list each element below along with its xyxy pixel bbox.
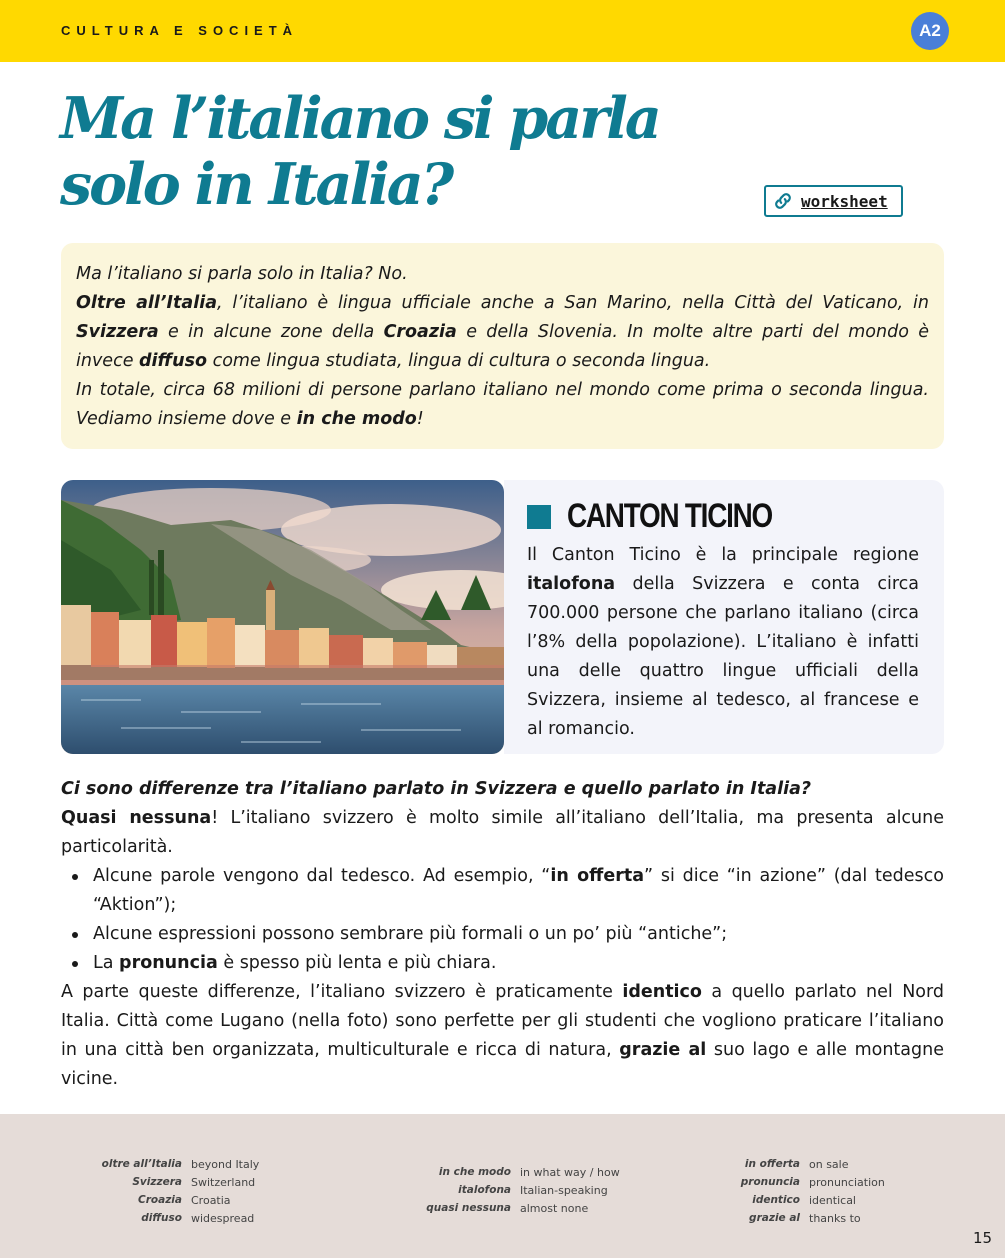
list-item: La pronuncia è spesso più lenta e più chiara.	[61, 949, 944, 978]
page-number: 15	[973, 1229, 993, 1247]
canton-paragraph: Il Canton Ticino è la principale regione italofona della Svizzera e conta circa 700.000 persone che parlano italiano (circa l’8% della popolazione). L’italiano è infatti una delle quattro lingue ufficiali della Svizzera, insieme al tedesco, al francese e al romancio.	[527, 545, 919, 739]
header-bar	[0, 0, 1005, 62]
article-body	[61, 775, 944, 1094]
glossary-column-3	[0, 1155, 885, 1227]
intro-box	[61, 243, 944, 449]
glossary-entry: Svizzera Switzerland	[132, 1175, 256, 1189]
lake-town-photo	[61, 480, 504, 754]
question-heading: Ci sono differenze tra l’italiano parlato in Svizzera e quello parlato in Italia?	[61, 779, 812, 799]
title-line-2: solo in Italia?	[60, 151, 452, 218]
lake-town-illustration	[61, 480, 504, 754]
canton-heading	[527, 497, 817, 536]
answer-paragraph: Quasi nessuna! L’italiano svizzero è molto simile all’italiano dell’Italia, ma presenta alcune particolarità.	[61, 808, 945, 857]
glossary-footer	[0, 1114, 1005, 1258]
glossary-entry: identico identical	[752, 1193, 856, 1207]
glossary-entry: Croazia Croatia	[138, 1193, 231, 1207]
differences-list	[61, 862, 944, 978]
canton-title: CANTON TICINO	[567, 497, 772, 535]
list-item: Alcune espressioni possono sembrare più formali o un po’ più “antiche”;	[61, 920, 944, 949]
glossary-entry: diffuso widespread	[141, 1211, 255, 1225]
closing-paragraph: A parte queste differenze, l’italiano svizzero è praticamente identico a quello parlato nel Nord Italia. Città come Lugano (nella foto) sono perfette per gli studenti che vogliono praticare l’italiano in una città ben organizzata, multiculturale e ricca di natura, grazie al suo lago e alle montagne vicine.	[61, 982, 944, 1089]
section-label: CULTURA E SOCIETÀ	[61, 23, 299, 38]
worksheet-label: worksheet	[801, 191, 888, 211]
worksheet-link-button[interactable]	[764, 185, 903, 217]
intro-paragraph-1: Ma l’italiano si parla solo in Italia? No.	[76, 264, 408, 284]
link-icon	[772, 190, 794, 212]
intro-paragraph-2: Oltre all’Italia, l’italiano è lingua ufficiale anche a San Marino, nella Città del Vaticano, in Svizzera e in alcune zone della Croazia e della Slovenia. In molte altre parti del mondo è invece diffuso come lingua studiata, lingua di cultura o seconda lingua.	[76, 293, 930, 371]
square-marker-icon	[527, 505, 551, 529]
canton-ticino-card	[504, 480, 944, 754]
title-line-1: Ma l’italiano si parla	[60, 85, 659, 152]
glossary-entry: in offerta on sale	[744, 1157, 849, 1171]
glossary-entry: in che modo in what way / how	[438, 1165, 620, 1179]
glossary-entry: oltre all’Italia beyond Italy	[101, 1157, 260, 1171]
list-item: Alcune parole vengono dal tedesco. Ad esempio, “in offerta” si dice “in azione” (dal tedesco “Aktion”);	[61, 862, 944, 920]
page-title	[60, 86, 740, 218]
glossary-entry: grazie al thanks to	[749, 1211, 861, 1225]
glossary-entry: italofona Italian-speaking	[458, 1183, 608, 1197]
glossary-entry: pronuncia pronunciation	[740, 1175, 885, 1189]
level-badge: A2	[911, 12, 949, 50]
intro-paragraph-3: In totale, circa 68 milioni di persone parlano italiano nel mondo come prima o seconda lingua. Vediamo insieme dove e in che modo!	[76, 380, 929, 429]
glossary-entry: quasi nessuna almost none	[426, 1201, 589, 1215]
